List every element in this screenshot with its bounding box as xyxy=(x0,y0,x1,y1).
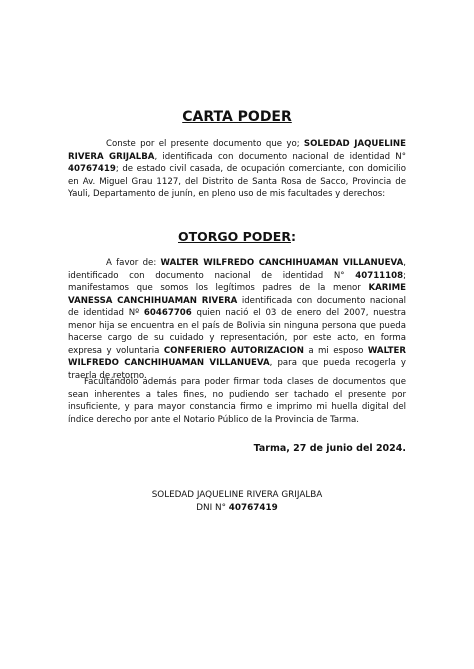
minor-dni: 60467706 xyxy=(143,308,192,318)
grantor-name: SOLEDAD JAQUELINE RIVERA GRIJALBA xyxy=(68,139,406,162)
grant-text-2: , identificado con documento nacional de identidad N° xyxy=(68,258,406,281)
minor-name: KARIME VANESSA CANCHIHUAMAN RIVERA xyxy=(68,283,406,306)
intro-text-3: ; de estado civil casada, de ocupación comerciante, con domicilio en Av. Miguel Grau 1127, del Distrito de Santa Rosa de Sacco, Provincia de Yauli, Departamento de junín, en pleno uso de mis facultades y derechos: xyxy=(68,164,406,199)
signatory-dni-label: DNI N° xyxy=(196,503,229,513)
grant-text-6: a mi esposo xyxy=(303,345,368,356)
signatory-name: SOLEDAD JAQUELINE RIVERA GRIJALBA xyxy=(151,490,323,500)
grant-paragraph xyxy=(68,257,406,382)
section-heading xyxy=(0,229,474,244)
grant-text-1: A favor de: xyxy=(106,258,161,268)
grantor-dni: 40767419 xyxy=(68,164,116,174)
grant-text-4: identificada con documento nacional de identidad Nº xyxy=(68,295,407,318)
closing-text: Facultándolo además para poder firmar toda clases de documentos que sean inherentes a tales fines, no pudiendo ser tachado el presente por insuficiente, y para mayor constancia firmo e imprimo mi huella digital del índice derecho por ante el Notario Público de la Provincia de Tarma. xyxy=(68,377,406,425)
intro-text-2: , identificada con documento nacional de identidad N° xyxy=(154,151,406,162)
section-heading-colon: : xyxy=(290,229,296,244)
document-date: Tarma, 27 de junio del 2024. xyxy=(253,443,406,454)
intro-text-1: Conste por el presente documento que yo; xyxy=(106,139,304,149)
signatory-dni xyxy=(0,503,474,513)
section-heading-text: OTORGO PODER xyxy=(178,229,291,244)
spouse-name: WALTER WILFREDO CANCHIHUAMAN VILLANUEVA xyxy=(68,345,406,368)
authorization-phrase: CONFERIERO AUTORIZACION xyxy=(163,345,304,356)
closing-paragraph xyxy=(68,376,406,426)
grantee-name: WALTER WILFREDO CANCHIHUAMAN VILLANUEVA xyxy=(160,258,404,268)
signatory-dni-number: 40767419 xyxy=(228,503,278,513)
grantee-dni: 40711108 xyxy=(355,270,404,281)
document-title: CARTA PODER xyxy=(182,109,292,125)
grant-text-5: quien nació el 03 de enero del 2007, nuestra menor hija se encuentra en el país de Bolivia sin ninguna persona que pueda hacerse cargo de su cuidado y representación, por este acto, en forma expresa y voluntaria xyxy=(68,308,406,356)
grant-text-7: , para que pueda recogerla y traerla de retorno. xyxy=(68,358,406,381)
grant-text-3: ; manifestamos que somos los legítimos padres de la menor xyxy=(68,270,406,293)
intro-paragraph xyxy=(68,138,406,201)
